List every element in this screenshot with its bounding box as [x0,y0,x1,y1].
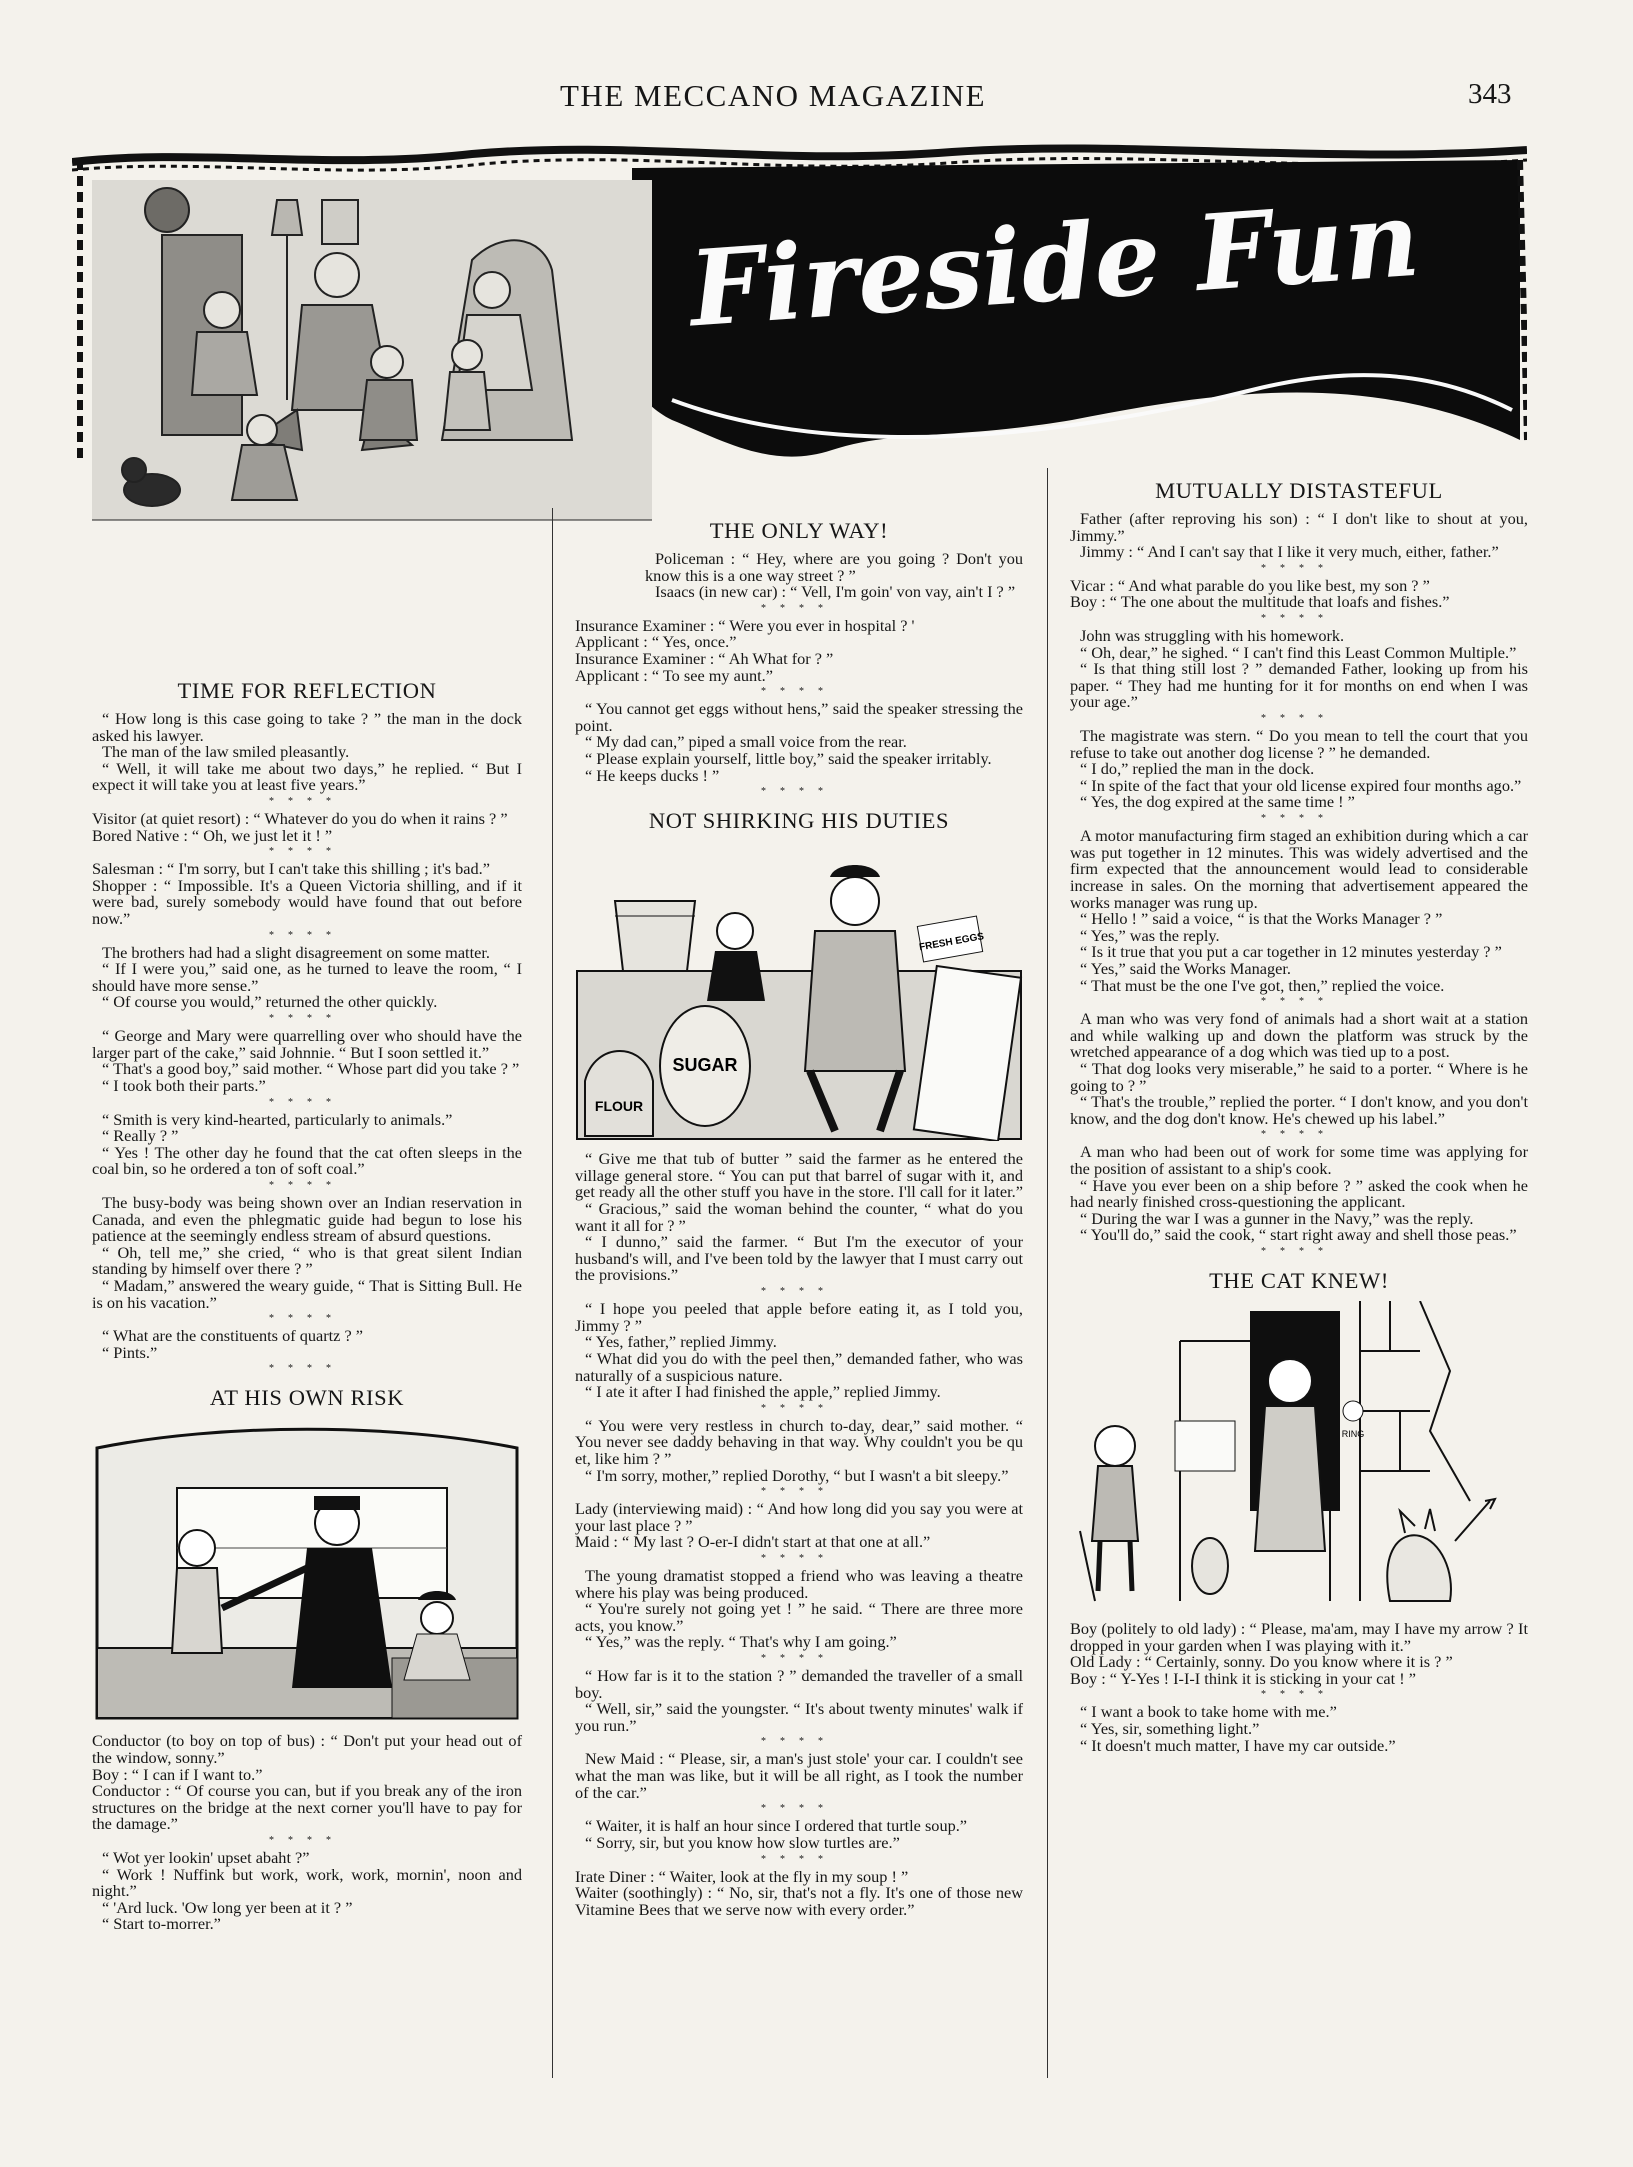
separator-stars: **** [761,602,837,614]
joke-line: “ Wot yer lookin' upset abaht ?” [102,1848,310,1868]
separator-stars: **** [1261,996,1337,1008]
joke-line: Visitor (at quiet resort) : “ Whatever do you do when it rains ? ” [92,808,508,828]
joke-line: Bored Native : “ Oh, we just let it ! ” [92,825,333,845]
bus-conductor-illustration [92,1418,522,1723]
separator-stars: **** [761,1402,837,1414]
joke-line: The brothers had had a slight disagreement on some matter. [102,942,490,962]
joke-line: Father (after reproving his son) : “ I don't like to shout at you, Jimmy.” [1070,508,1528,545]
joke-line: The young dramatist stopped a friend who was leaving a theatre where his play was being produced. [575,1565,1023,1602]
flour-label: FLOUR [594,1098,644,1115]
joke-line: “ You're surely not going yet ! ” he said. “ There are three more acts, you know.” [575,1599,1023,1635]
fresh-eggs-label: FRESH EGGS [918,931,985,954]
column-2 [575,508,1023,1918]
joke-line: “ Madam,” answered the weary guide, “ That is Sitting Bull. He is on his vacation.” [92,1276,522,1312]
joke-line: “ Have you ever been on a ship before ? ” asked the cook when he had nearly finished cross-questioning the applicant. [1070,1175,1528,1212]
separator-stars: **** [1261,562,1337,574]
joke-line: “ Is it true that you put a car together in 12 minutes yesterday ? ” [1080,942,1502,962]
joke-line: “ That must be the one I've got, then,” replied the voice. [1080,975,1445,995]
section-title: AT HIS OWN RISK [209,1385,405,1411]
joke-line: “ Oh, tell me,” she cried, “ who is that great silent Indian standing by himself over there ? ” [92,1242,522,1279]
joke-line: “ I do,” replied the man in the dock. [1080,759,1315,779]
separator-stars: **** [269,929,345,941]
joke-line: “ I took both their parts.” [102,1075,266,1095]
joke-line: Applicant : “ To see my aunt.” [575,665,773,685]
joke-line: John was struggling with his homework. [1080,625,1345,645]
joke-line: “ You'll do,” said the cook, “ start right away and shell those peas.” [1080,1225,1517,1245]
joke-line: “ 'Ard luck. 'Ow long yer been at it ? ” [102,1897,353,1917]
joke-line: Policeman : “ Hey, where are you going ? Don't you know this is a one way street ? ” [645,548,1023,585]
banner-title: Fireside Fun [685,176,1424,351]
column-rule-right [1047,468,1048,2078]
joke-line: “ You cannot get eggs without hens,” said the speaker stressing the point. [575,699,1023,735]
column-rule-left [552,508,553,2078]
separator-stars: **** [761,1486,837,1498]
joke-line: “ Is that thing still lost ? ” demanded Father, looking up from his paper. “ They had me hunting for it for months on end when I was your age.” [1070,659,1528,712]
joke-line: Vicar : “ And what parable do you like best, my son ? ” [1070,575,1430,595]
joke-line: “ Yes,” was the reply. “ That's why I am going.” [585,1632,897,1652]
separator-stars: **** [761,1286,837,1298]
joke-line: Old Lady : “ Certainly, sonny. Do you know where it is ? ” [1070,1652,1453,1672]
joke-line: “ If I were you,” said one, as he turned to leave the room, “ I should have more sense.” [92,959,522,995]
joke-line: The magistrate was stern. “ Do you mean to tell the court that you refuse to take out another dog license ? ” he demanded. [1070,726,1528,762]
separator-stars: **** [761,1736,837,1748]
joke-line: “ I ate it after I had finished the apple,” replied Jimmy. [585,1382,941,1402]
ring-label: RING [1341,1429,1365,1440]
separator-stars: **** [1261,612,1337,624]
joke-line: “ Sorry, sir, but you know how slow turtles are.” [585,1832,900,1852]
joke-line: The busy-body was being shown over an Indian reservation in Canada, and even the phlegmatic guide had begun to lose his patience at the seemingly endless stream of absurd questions. [92,1192,522,1246]
joke-line: A man who was very fond of animals had a short wait at a station and while walking up and down the platform was struck by the wretched appearance of a dog which was tied up to a post. [1070,1009,1528,1062]
joke-line: Shopper : “ Impossible. It's a Queen Victoria shilling, and if it were bad, surely somebody would have found that out before now.” [92,875,522,929]
joke-line: Conductor (to boy on top of bus) : “ Don't put your head out of the window, sonny.” [92,1731,522,1767]
joke-line: “ I want a book to take home with me.” [1080,1702,1337,1722]
general-store-illustration [575,841,1023,1141]
separator-stars: **** [1261,1246,1337,1258]
joke-line: Boy : “ I can if I want to.” [92,1764,263,1784]
joke-line: Insurance Examiner : “ Ah What for ? ” [575,648,834,668]
joke-line: Applicant : “ Yes, once.” [575,632,737,652]
joke-line: “ My dad can,” piped a small voice from the rear. [585,732,907,752]
joke-line: Isaacs (in new car) : “ Vell, I'm goin' von vay, ain't I ? ” [655,582,1016,602]
joke-line: A man who had been out of work for some time was applying for the position of assistant to a ship's cook. [1070,1142,1528,1179]
separator-stars: **** [761,786,837,798]
joke-line: A motor manufacturing firm staged an exhibition during which a car was put together in 12 minutes. This was widely advertised and the firm expected that the announcement would lead to considerable increase in sales. On the morning that advertisement appeared the works manager was rung up. [1070,826,1528,912]
joke-line: “ Yes ! The other day he found that the cat often sleeps in the coal bin, so he ordered a ton of soft coal.” [92,1142,522,1179]
column-1 [92,668,522,1933]
section-title: THE CAT KNEW! [1209,1268,1389,1294]
joke-line: Insurance Examiner : “ Were you ever in hospital ? ' [575,615,915,635]
separator-stars: **** [269,1313,345,1325]
separator-stars: **** [269,795,345,807]
joke-line: “ Waiter, it is half an hour since I ordered that turtle soup.” [585,1816,968,1836]
separator-stars: **** [269,1096,345,1108]
family-fireside-scene [92,180,652,520]
joke-line: “ I hope you peeled that apple before eating it, as I told you, Jimmy ? ” [575,1299,1023,1335]
separator-stars: **** [269,846,345,858]
joke-line: Boy (politely to old lady) : “ Please, ma'am, may I have my arrow ? It dropped in your garden when I was playing with it.” [1070,1619,1528,1655]
separator-stars: **** [269,1835,345,1847]
cat-arrow-illustration [1070,1301,1528,1611]
joke-line: “ It doesn't much matter, I have my car outside.” [1080,1735,1396,1755]
magazine-title: THE MECCANO MAGAZINE [560,78,987,113]
section-title: THE ONLY WAY! [709,518,889,543]
joke-line: “ You were very restless in church to-day, dear,” said mother. “ You never see daddy behaving in that way. Why couldn't you be qu et, like him ? ” [575,1415,1023,1468]
joke-line: “ Please explain yourself, little boy,” said the speaker irritably. [585,749,992,769]
joke-line: The man of the law smiled pleasantly. [102,742,350,762]
separator-stars: **** [269,1179,345,1191]
joke-line: “ Oh, dear,” he sighed. “ I can't find this Least Common Multiple.” [1080,642,1517,662]
joke-line: Waiter (soothingly) : “ No, sir, that's not a fly. It's one of those new Vitamine Bees that we serve now with every order.” [575,1883,1023,1919]
joke-line: “ I dunno,” said the farmer. “ But I'm the executor of your husband's will, and I've been told by the lawyer that I must carry out the provisions.” [575,1232,1023,1285]
joke-line: “ Gracious,” said the woman behind the counter, “ what do you want it all for ? ” [575,1199,1023,1235]
joke-line: “ That dog looks very miserable,” he said to a porter. “ Where is he going to ? ” [1070,1059,1528,1095]
separator-stars: **** [1261,813,1337,825]
joke-line: Boy : “ The one about the multitude that loafs and fishes.” [1070,592,1450,612]
joke-line: “ Really ? ” [102,1126,179,1146]
joke-line: “ Yes, sir, something light.” [1080,1719,1260,1739]
joke-line: “ Work ! Nuffink but work, work, work, mornin', noon and night.” [92,1864,522,1901]
joke-line: “ Well, it will take me about two days,” he replied. “ But I expect it will take you at least five years.” [92,758,522,795]
section-title: MUTUALLY DISTASTEFUL [1155,478,1443,503]
joke-line: “ In spite of the fact that your old license expired four months ago.” [1080,775,1522,795]
joke-line: “ What are the constituents of quartz ? ” [102,1326,363,1346]
separator-stars: **** [761,1803,837,1815]
joke-line: “ Yes, the dog expired at the same time ! ” [1080,792,1355,812]
joke-line: “ That's a good boy,” said mother. “ Whose part did you take ? ” [102,1059,520,1079]
joke-line: “ Hello ! ” said a voice, “ is that the Works Manager ? ” [1080,909,1443,929]
joke-line: “ Yes,” was the reply. [1080,925,1220,945]
joke-line: “ I'm sorry, mother,” replied Dorothy, “ but I wasn't a bit sleepy.” [585,1465,1009,1485]
joke-line: Jimmy : “ And I can't say that I like it very much, either, father.” [1080,542,1499,562]
joke-line: Lady (interviewing maid) : “ And how long did you say you were at your last place ? ” [575,1499,1023,1535]
joke-line: Boy : “ Y-Yes ! I-I-I think it is sticking in your cat ! ” [1070,1668,1416,1688]
joke-line: “ Start to-morrer.” [102,1914,221,1934]
joke-line: “ What did you do with the peel then,” demanded father, who was naturally of a suspicious nature. [575,1348,1023,1385]
sugar-label: SUGAR [672,1055,738,1076]
separator-stars: **** [761,1853,837,1865]
joke-line: “ How far is it to the station ? ” demanded the traveller of a small boy. [575,1666,1023,1702]
joke-line: Salesman : “ I'm sorry, but I can't take this shilling ; it's bad.” [92,859,490,879]
page-number: 343 [1468,78,1512,110]
running-head [0,78,1633,118]
separator-stars: **** [269,1363,345,1375]
joke-line: “ George and Mary were quarrelling over who should have the larger part of the cake,” said Johnnie. “ But I soon settled it.” [92,1026,522,1062]
separator-stars: **** [1261,713,1337,725]
separator-stars: **** [269,1013,345,1025]
separator-stars: **** [1261,1689,1337,1701]
joke-line: Irate Diner : “ Waiter, look at the fly in my soup ! ” [575,1866,909,1886]
separator-stars: **** [761,686,837,698]
joke-line: Maid : “ My last ? O-er-I didn't start at that one at all.” [575,1532,931,1552]
joke-line: “ Of course you would,” returned the other quickly. [102,992,438,1012]
separator-stars: **** [761,1653,837,1665]
joke-line: “ Pints.” [102,1342,158,1362]
joke-line: “ Yes, father,” replied Jimmy. [585,1332,777,1352]
joke-line: “ During the war I was a gunner in the Navy,” was the reply. [1080,1208,1474,1228]
separator-stars: **** [761,1552,837,1564]
section-title: TIME FOR REFLECTION [177,678,437,703]
joke-line: “ That's the trouble,” replied the porter. “ I don't know, and you don't know, and the dog don't know. He's chewed up his label.” [1070,1092,1528,1128]
column-3 [1070,468,1528,1754]
joke-line: “ How long is this case going to take ? ” the man in the dock asked his lawyer. [92,708,522,745]
joke-line: “ Give me that tub of butter ” said the farmer as he entered the village general store. “ You can put that barrel of sugar with it, and get ready all the other stuff you have in the store. I'll call for it later.” [575,1149,1023,1202]
joke-line: Conductor : “ Of course you can, but if you break any of the iron structures on the bridge at the next corner you'll have to pay for the damage.” [92,1781,522,1834]
section-title: NOT SHIRKING HIS DUTIES [648,808,950,834]
joke-line: “ Smith is very kind-hearted, particularly to animals.” [102,1109,453,1129]
joke-line: “ He keeps ducks ! ” [585,765,720,785]
joke-line: New Maid : “ Please, sir, a man's just stole' your car. I couldn't see what the man was like, but it will be all right, as I took the number of the car.” [575,1749,1023,1802]
joke-line: “ Well, sir,” said the youngster. “ It's about twenty minutes' walk if you run.” [575,1699,1023,1735]
separator-stars: **** [1261,1129,1337,1141]
joke-line: “ Yes,” said the Works Manager. [1080,958,1291,978]
